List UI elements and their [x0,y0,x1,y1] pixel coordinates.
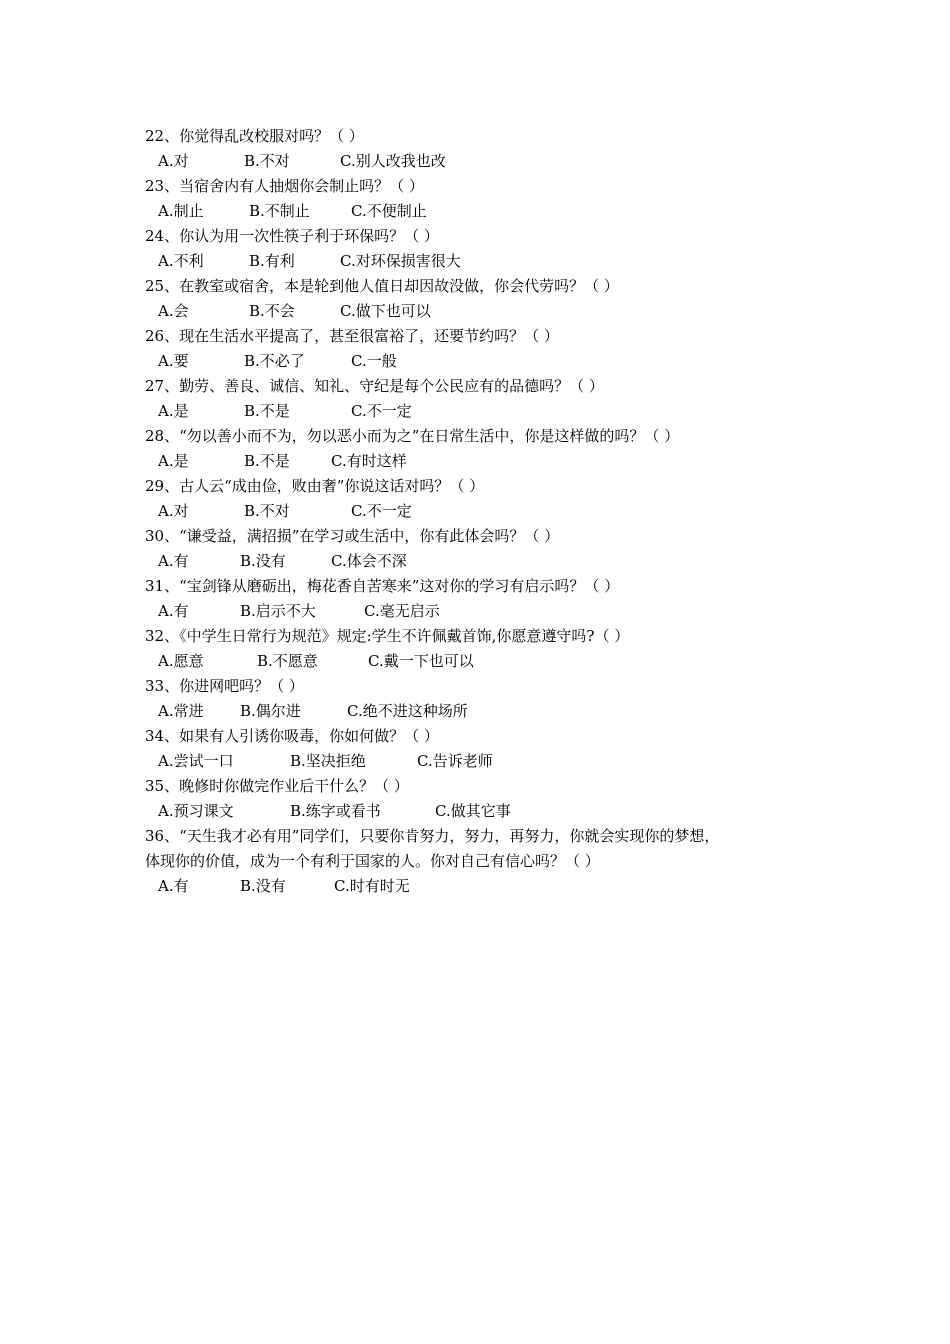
question-36-continuation: 体现你的价值，成为一个有利于国家的人。你对自己有信心吗？（ ） [145,852,600,870]
option-b: B.没有 [240,877,286,895]
option-a: A.愿意 [158,652,204,670]
question-24: 24、你认为用一次性筷子利于环保吗？（ ） [145,227,439,245]
option-c: C.不一定 [351,502,412,520]
option-a: A.尝试一口 [158,752,234,770]
question-28-options [145,449,825,474]
question-33-options [145,699,825,724]
question-28: 28、“勿以善小而不为，勿以恶小而为之”在日常生活中，你是这样做的吗？（ ） [145,427,680,445]
questionnaire [145,124,825,899]
option-c: C.绝不进这种场所 [347,702,468,720]
option-b: B.练字或看书 [290,802,381,820]
question-24-options [145,249,825,274]
option-a: A.会 [158,302,189,320]
option-c: C.不一定 [351,402,412,420]
question-27-options [145,399,825,424]
option-c: C.一般 [351,352,397,370]
option-b: B.不是 [244,402,290,420]
option-b: B.不制止 [249,202,310,220]
option-a: A.是 [158,402,189,420]
option-a: A.有 [158,877,189,895]
option-c: C.有时这样 [331,452,407,470]
option-a: A.常进 [158,702,204,720]
option-b: B.不会 [249,302,295,320]
question-35: 35、晚修时你做完作业后干什么？（ ） [145,777,409,795]
option-a: A.对 [158,152,189,170]
option-a: A.有 [158,552,189,570]
question-34: 34、如果有人引诱你吸毒，你如何做？（ ） [145,727,439,745]
option-b: B.不是 [244,452,290,470]
question-35-options [145,799,825,824]
option-a: A.要 [158,352,189,370]
option-c: C.告诉老师 [417,752,493,770]
option-c: C.时有时无 [334,877,410,895]
question-22: 22、你觉得乱改校服对吗？（ ） [145,127,364,145]
question-31-options [145,599,825,624]
option-b: B.有利 [249,252,295,270]
question-25-options [145,299,825,324]
question-34-options [145,749,825,774]
option-c: C.戴一下也可以 [368,652,474,670]
option-b: B.偶尔进 [240,702,301,720]
question-30: 30、“谦受益，满招损”在学习或生活中，你有此体会吗？（ ） [145,527,560,545]
question-30-options [145,549,825,574]
option-a: A.对 [158,502,189,520]
question-23-options [145,199,825,224]
question-31: 31、“宝剑锋从磨砺出，梅花香自苦寒来”这对你的学习有启示吗？（ ） [145,577,620,595]
option-c: C.别人改我也改 [340,152,446,170]
option-a: A.预习课文 [158,802,234,820]
question-32-options [145,649,825,674]
question-26: 26、现在生活水平提高了，甚至很富裕了，还要节约吗？（ ） [145,327,559,345]
option-b: B.不必了 [244,352,305,370]
option-b: B.启示不大 [240,602,316,620]
option-b: B.没有 [240,552,286,570]
question-22-options [145,149,825,174]
question-26-options [145,349,825,374]
option-a: A.有 [158,602,189,620]
question-36-options [145,874,825,899]
option-c: C.做下也可以 [340,302,431,320]
option-c: C.对环保损害很大 [340,252,461,270]
option-c: C.毫无启示 [364,602,440,620]
question-33: 33、你进网吧吗？（ ） [145,677,304,695]
option-b: B.不对 [244,502,290,520]
option-a: A.不利 [158,252,204,270]
option-b: B.不愿意 [257,652,318,670]
question-29-options [145,499,825,524]
option-a: A.制止 [158,202,204,220]
question-23: 23、当宿舍内有人抽烟你会制止吗？（ ） [145,177,424,195]
question-36: 36、“天生我才必有用”同学们，只要你肯努力，努力，再努力，你就会实现你的梦想， [145,827,720,845]
option-a: A.是 [158,452,189,470]
question-25: 25、在教室或宿舍，本是轮到他人值日却因故没做，你会代劳吗？（ ） [145,277,619,295]
option-b: B.不对 [244,152,290,170]
option-c: C.做其它事 [435,802,511,820]
option-c: C.不便制止 [351,202,427,220]
question-27: 27、勤劳、善良、诚信、知礼、守纪是每个公民应有的品德吗？（ ） [145,377,604,395]
question-32: 32、《中学生日常行为规范》规定:学生不许佩戴首饰,你愿意遵守吗?（ ） [145,627,630,645]
question-29: 29、古人云“成由俭，败由奢”你说这话对吗？（ ） [145,477,485,495]
option-b: B.坚决拒绝 [290,752,366,770]
option-c: C.体会不深 [331,552,407,570]
